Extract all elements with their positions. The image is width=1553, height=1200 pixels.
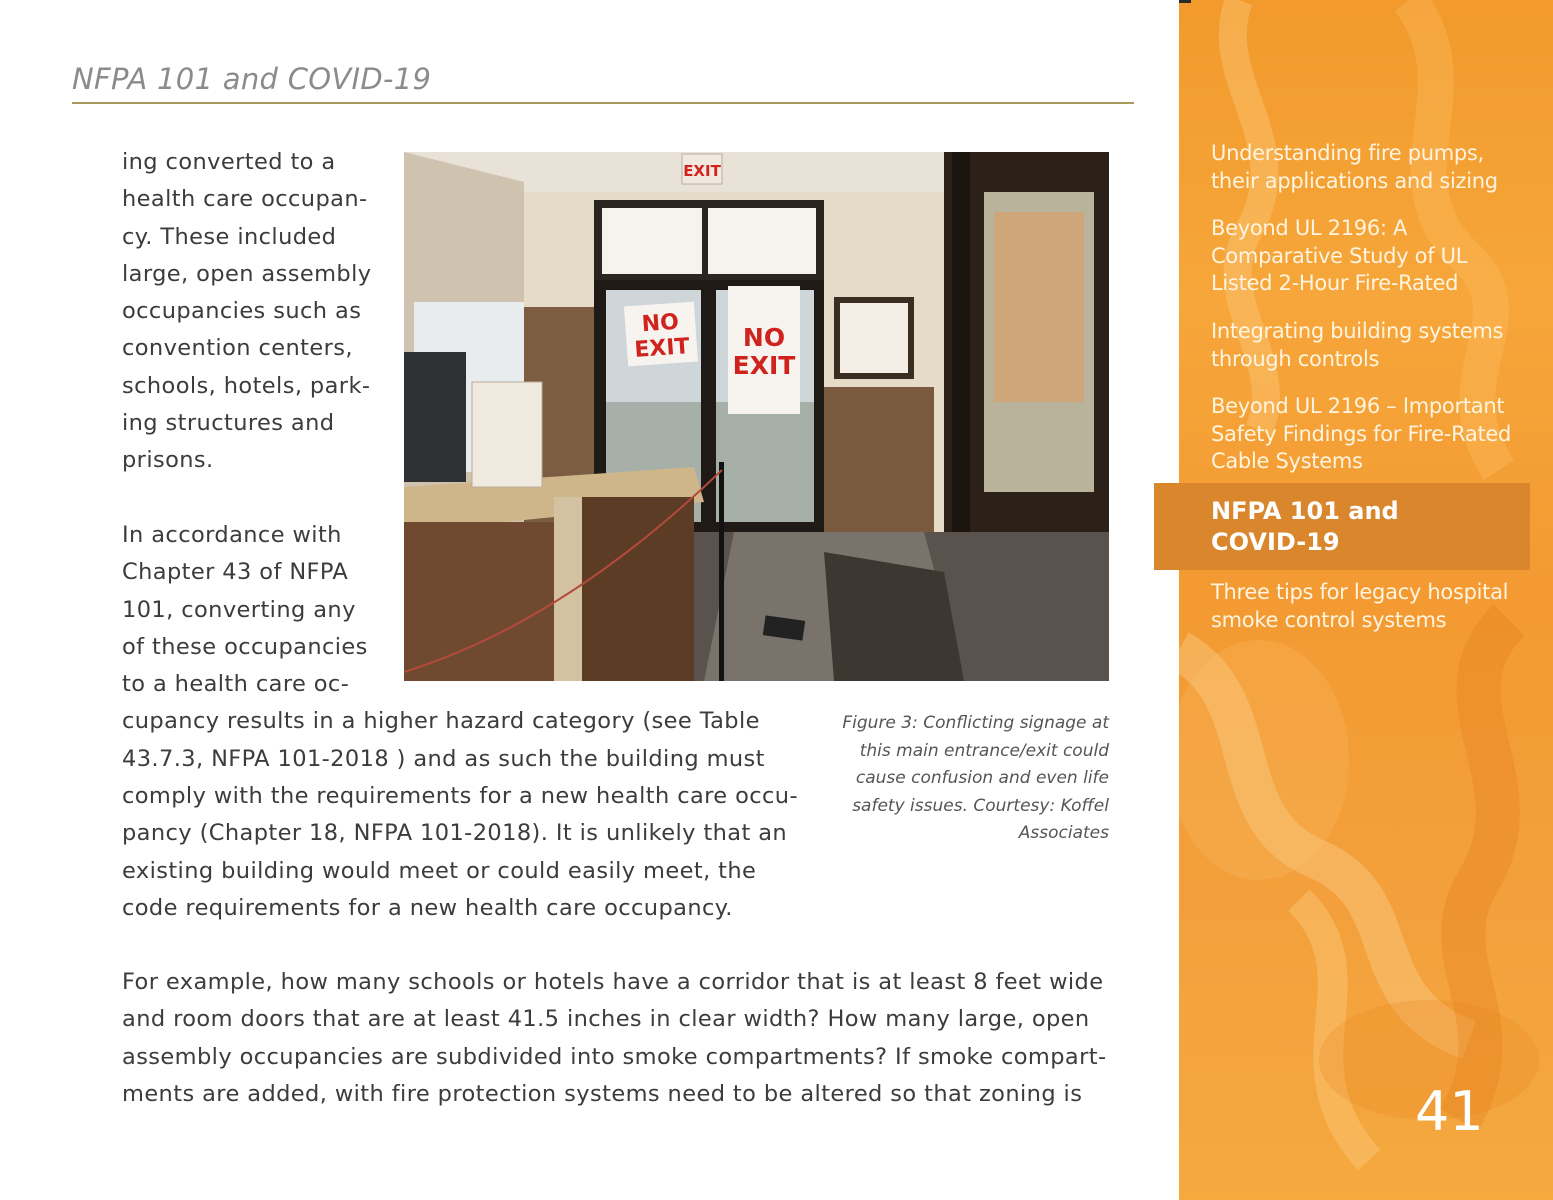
page-number: 41 bbox=[1415, 1080, 1484, 1143]
sidebar-corner-mark bbox=[1179, 0, 1191, 3]
toc-item-nfpa-101-covid[interactable]: NFPA 101 and COVID-19 bbox=[1211, 497, 1399, 556]
toc-item-integrating-building-systems[interactable]: Integrating building systems through controls bbox=[1211, 319, 1504, 371]
toc-item-legacy-hospital-smoke-control[interactable]: Three tips for legacy hospital smoke control systems bbox=[1211, 580, 1509, 632]
body-paragraph: In accordance with Chapter 43 of NFPA 101, converting any of these occupancies to a health care oc- cupancy results in a higher hazard category (see Table 43.7.3, NFPA 101-2018 ) and as such the building must comply with the requirements for a new health care occu- pancy (Chapter 18, NFPA 101-2018). It is unlikely that an existing building would meet or could easily meet, the code requirements for a new health care occupancy. bbox=[122, 522, 798, 921]
body-paragraph: For example, how many schools or hotels have a corridor that is at least 8 feet wide and room doors that are at least 41.5 inches in clear width? How many large, open assembly occupancies are subdivided into smoke compartments? If smoke compart- ments are added, with fire protection systems need to be altered so that zoning is bbox=[122, 969, 1107, 1107]
toc-item-beyond-ul-2196-important[interactable]: Beyond UL 2196 – Important Safety Findings for Fire-Rated Cable Systems bbox=[1211, 394, 1512, 473]
toc-item-fire-pumps[interactable]: Understanding fire pumps, their applications and sizing bbox=[1211, 141, 1498, 193]
exit-sign-text: EXIT bbox=[683, 162, 721, 180]
header-divider bbox=[72, 102, 1134, 104]
no-exit-sign-exit: EXIT bbox=[633, 334, 691, 363]
body-paragraph: ing converted to a health care occupan- cy. These included large, open assembly occupancies such as convention centers, schools, hotels, park- ing structures and prisons. bbox=[122, 149, 372, 474]
no-exit-sign-exit: EXIT bbox=[732, 351, 796, 380]
running-header-title: NFPA 101 and COVID-19 bbox=[72, 62, 432, 96]
toc-item-beyond-ul-2196-comparative[interactable]: Beyond UL 2196: A Comparative Study of UL Listed 2-Hour Fire-Rated bbox=[1211, 216, 1468, 295]
no-exit-sign-no: NO bbox=[742, 323, 786, 352]
no-exit-sign-no: NO bbox=[640, 309, 680, 338]
figure-caption: Figure 3: Conflicting signage at this main entrance/exit could cause confusion and even life safety issues. Courtesy: Koffel Associates bbox=[842, 713, 1109, 843]
figure-photo bbox=[404, 152, 1109, 681]
